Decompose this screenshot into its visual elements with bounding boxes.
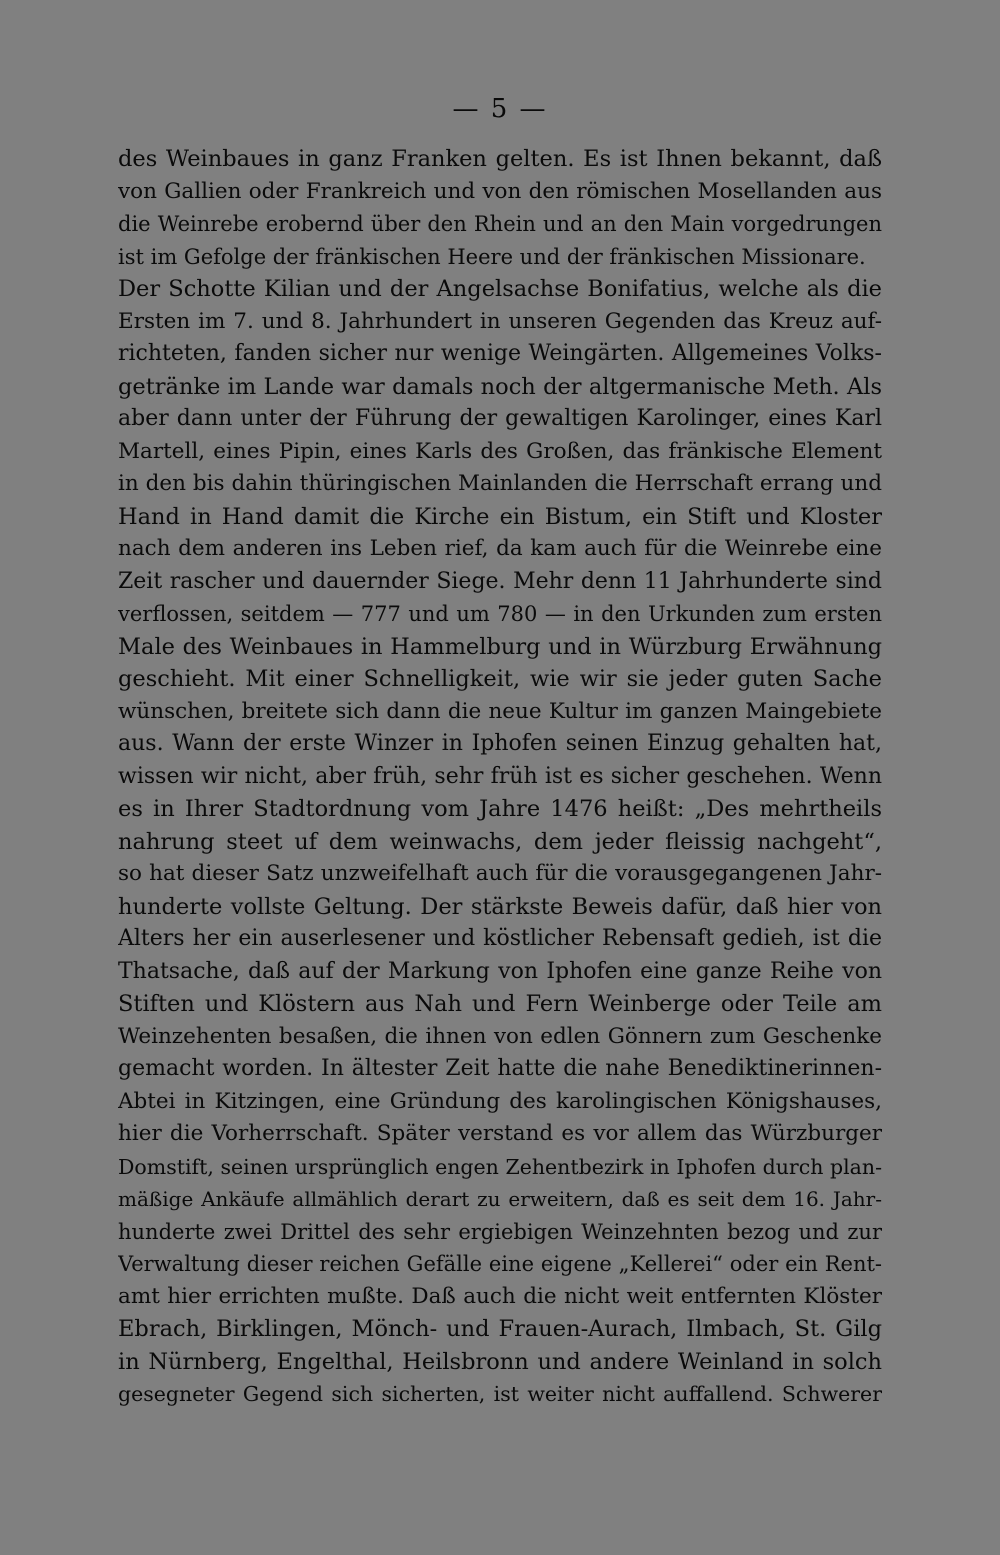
- text-line: in den bis dahin thüringischen Mainlanden die Herrschaft errang und: [118, 471, 882, 496]
- text-line: Male des Weinbaues in Hammelburg und in Würzburg Erwähnung: [118, 633, 882, 660]
- text-line: wünschen, breitete sich dann die neue Kultur im ganzen Maingebiete: [118, 698, 882, 724]
- text-line: Weinzehenten besaßen, die ihnen von edlen Gönnern zum Geschenke: [118, 1023, 882, 1049]
- text-line: Alters her ein auserlesener und köstlicher Rebensaft gedieh, ist die: [118, 926, 882, 951]
- text-line: Ersten im 7. und 8. Jahrhundert in unseren Gegenden das Kreuz auf-: [118, 308, 882, 334]
- text-line: Abtei in Kitzingen, eine Gründung des karolingischen Königshauses,: [118, 1088, 882, 1114]
- text-line: nahrung steet uf dem weinwachs, dem jeder fleissig nachgeht“,: [118, 828, 882, 855]
- text-line: nach dem anderen ins Leben rief, da kam auch für die Weinrebe eine: [118, 536, 882, 561]
- text-line: verflossen, seitdem — 777 und um 780 — in den Urkunden zum ersten: [118, 602, 882, 626]
- text-line: Ebrach, Birklingen, Mönch- und Frauen-Aurach, Ilmbach, St. Gilg: [118, 1316, 882, 1342]
- text-line: gemacht worden. In ältester Zeit hatte die nahe Benediktinerinnen-: [118, 1056, 882, 1081]
- body-text: [118, 143, 882, 1411]
- text-line: in Nürnberg, Engelthal, Heilsbronn und andere Weinland in solch: [118, 1348, 882, 1375]
- text-line: Zeit rascher und dauernder Siege. Mehr denn 11 Jahrhunderte sind: [118, 568, 882, 594]
- text-line: Verwaltung dieser reichen Gefälle eine eigene „Kellerei“ oder ein Rent-: [118, 1252, 882, 1276]
- text-line: aber dann unter der Führung der gewaltigen Karolinger, eines Karl: [118, 406, 882, 431]
- text-line: amt hier errichten mußte. Daß auch die nicht weit entfernten Klöster: [118, 1283, 882, 1309]
- text-line: geschieht. Mit einer Schnelligkeit, wie wir sie jeder guten Sache: [118, 666, 882, 692]
- text-line: ist im Gefolge der fränkischen Heere und der fränkischen Missionare.: [118, 244, 866, 269]
- text-line: Thatsache, daß auf der Markung von Iphofen eine ganze Reihe von: [118, 958, 882, 984]
- text-line: getränke im Lande war damals noch der altgermanische Meth. Als: [118, 373, 882, 400]
- text-line: Hand in Hand damit die Kirche ein Bistum, ein Stift und Kloster: [118, 503, 882, 530]
- text-line: Martell, eines Pipin, eines Karls des Großen, das fränkische Element: [118, 438, 882, 464]
- text-line: hunderte zwei Drittel des sehr ergiebigen Weinzehnten bezog und zur: [118, 1219, 882, 1244]
- text-line: Domstift, seinen ursprünglich engen Zehentbezirk in Iphofen durch plan-: [118, 1154, 882, 1179]
- text-line: mäßige Ankäufe allmählich derart zu erweitern, daß es seit dem 16. Jahr-: [118, 1187, 882, 1211]
- text-line: die Weinrebe erobernd über den Rhein und an den Main vorgedrungen: [118, 212, 882, 236]
- text-line: richteten, fanden sicher nur wenige Weingärten. Allgemeines Volks-: [118, 341, 882, 366]
- text-line: Stiften und Klöstern aus Nah und Fern Weinberge oder Teile am: [118, 991, 882, 1017]
- text-line: aus. Wann der erste Winzer in Iphofen seinen Einzug gehalten hat,: [118, 731, 882, 756]
- page-number: — 5 —: [452, 94, 548, 124]
- text-line: wissen wir nicht, aber früh, sehr früh ist es sicher geschehen. Wenn: [118, 763, 882, 789]
- text-line: von Gallien oder Frankreich und von den römischen Mosellanden aus: [118, 178, 882, 204]
- text-line: hunderte vollste Geltung. Der stärkste Beweis dafür, daß hier von: [118, 893, 882, 920]
- text-line: Der Schotte Kilian und der Angelsachse Bonifatius, welche als die: [118, 276, 882, 302]
- text-line: gesegneter Gegend sich sicherten, ist weiter nicht auffallend. Schwerer: [118, 1382, 882, 1406]
- text-line: hier die Vorherrschaft. Später verstand es vor allem das Würzburger: [118, 1121, 882, 1146]
- text-line: so hat dieser Satz unzweifelhaft auch für die vorausgegangenen Jahr-: [118, 861, 882, 886]
- text-line: des Weinbaues in ganz Franken gelten. Es ist Ihnen bekannt, daß: [118, 146, 882, 172]
- text-line: es in Ihrer Stadtordnung vom Jahre 1476 heißt: „Des mehrtheils: [118, 796, 882, 822]
